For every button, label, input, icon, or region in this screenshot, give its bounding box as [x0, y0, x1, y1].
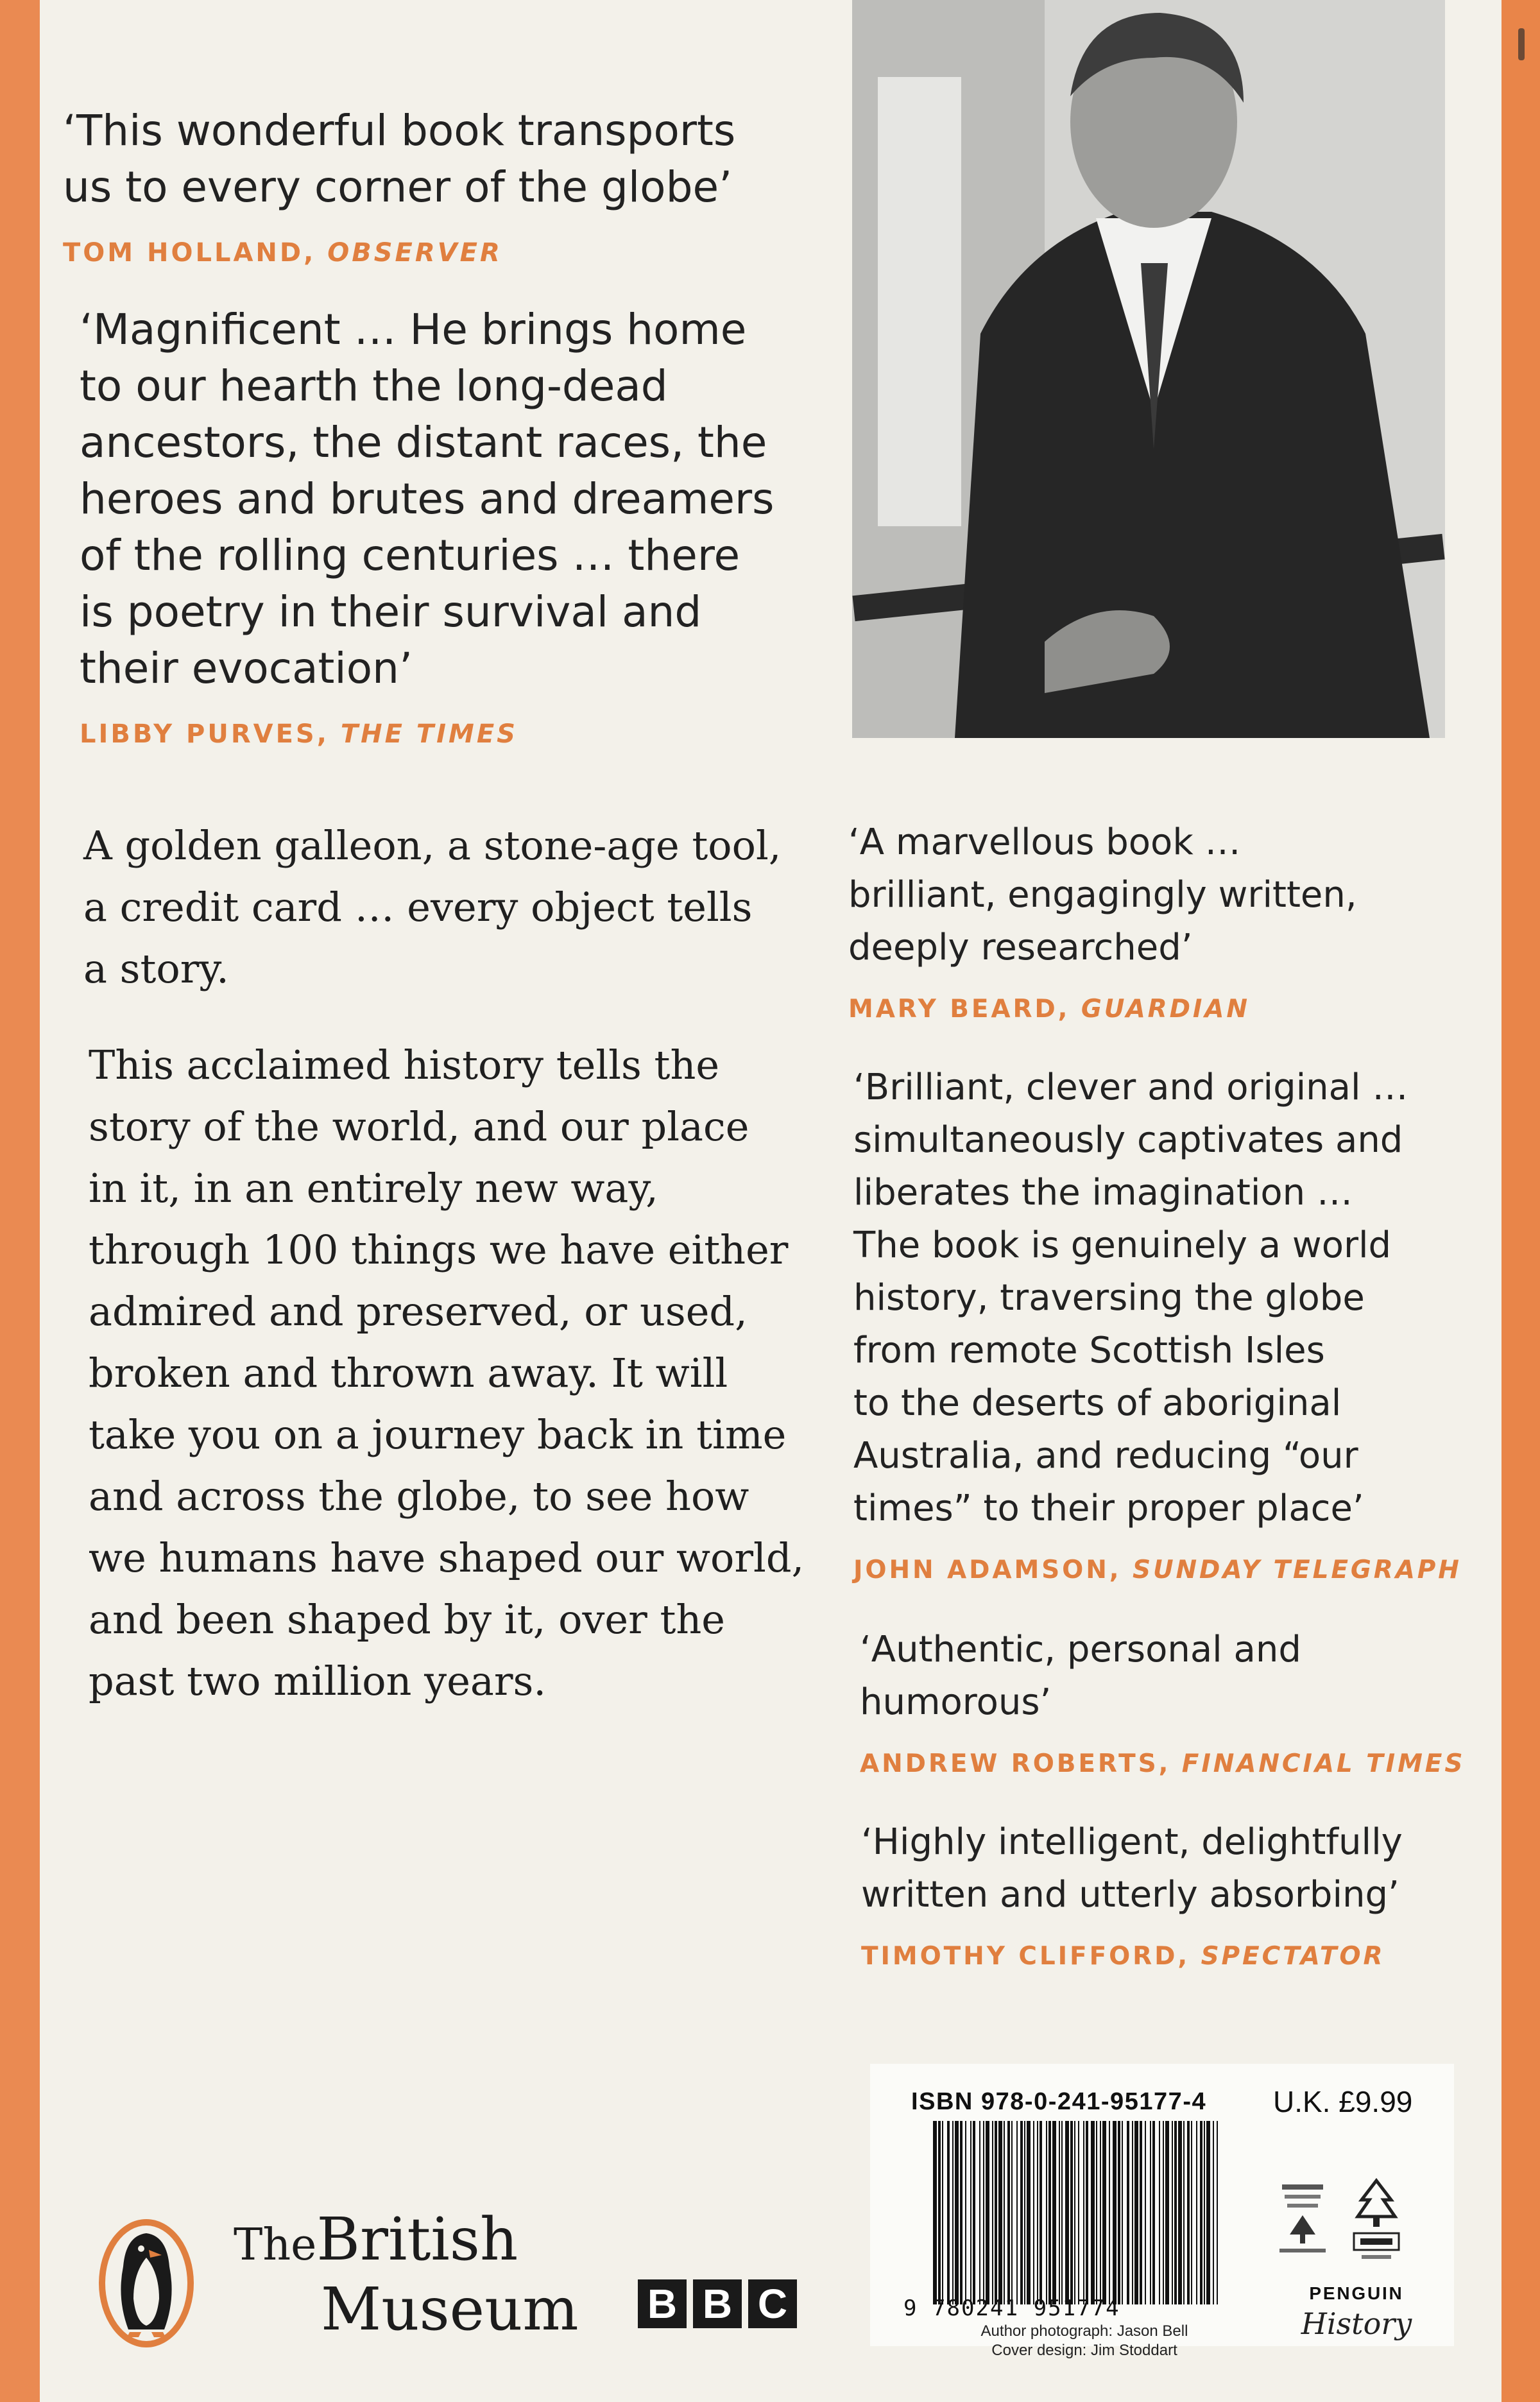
- barcode-digits: 9 780241 951774: [903, 2295, 1120, 2321]
- quote-text: ‘A marvellous book … brilliant, engagingly written, deeply researched’: [848, 821, 1357, 968]
- quote-timothy-clifford: [861, 1816, 1403, 1983]
- british-museum-logo: TheBritish Museum: [234, 2205, 579, 2344]
- blurb-main: This acclaimed history tells the story of the world, and our place in it, in an entirely new way, through 100 things we have either admired and preserved, or used, broken and thrown away. It will take you on a journey back in time and across the globe, to see how we humans have shaped our world, and been shaped by it, over the past two million years.: [89, 1042, 805, 1704]
- quote-attribution: LIBBY PURVES, THE TIMES: [80, 719, 518, 749]
- quote-text: ‘This wonderful book transports us to every corner of the globe’: [63, 106, 736, 212]
- quote-attribution: JOHN ADAMSON, SUNDAY TELEGRAPH: [853, 1556, 1462, 1584]
- penguin-logo-icon: [95, 2215, 198, 2351]
- quote-libby-purves: [80, 302, 774, 762]
- cover-credits: Author photograph: Jason Bell Cover design: Jim Stoddart: [980, 2322, 1188, 2359]
- blurb-intro: A golden galleon, a stone-age tool, a credit card … every object tells a story.: [83, 822, 782, 992]
- quote-attribution: ANDREW ROBERTS, FINANCIAL TIMES: [860, 1749, 1466, 1778]
- series-name: History: [1301, 2306, 1412, 2341]
- quote-tom-holland: [63, 103, 735, 281]
- quote-andrew-roberts: [860, 1624, 1465, 1790]
- woodland-trust-logo-icon: [1276, 2181, 1330, 2261]
- quote-attribution: TOM HOLLAND, OBSERVER: [63, 238, 502, 268]
- spine-edge: [1502, 0, 1540, 2402]
- quote-text: ‘Brilliant, clever and original … simultaneously captivates and liberates the imagination … The book is genuinely a world history, traversing the globe from remote Scottish Isles to the deserts of aboriginal Australia, and reducing “our times” to their proper place’: [853, 1067, 1408, 1529]
- quote-mary-beard: [848, 816, 1357, 1036]
- quote-text: ‘Magnificent … He brings home to our hearth the long-dead ancestors, the distant races, the heroes and brutes and dreamers of the rolling centuries … there is poetry in their survival and their evocation’: [80, 305, 774, 693]
- quote-john-adamson: [853, 1061, 1462, 1597]
- series-label: [1286, 2283, 1427, 2341]
- spine-mark: [1518, 28, 1525, 60]
- author-photo-illustration: [852, 0, 1445, 738]
- bbc-logo: B B C: [638, 2279, 797, 2328]
- quote-attribution: MARY BEARD, GUARDIAN: [848, 995, 1250, 1024]
- fsc-logo-icon: [1346, 2174, 1407, 2264]
- quote-attribution: TIMOTHY CLIFFORD, SPECTATOR: [861, 1942, 1385, 1971]
- isbn-text: ISBN 978-0-241-95177-4: [911, 2088, 1207, 2115]
- price-text: U.K. £9.99: [1273, 2085, 1413, 2118]
- barcode-icon: [932, 2121, 1219, 2304]
- quote-text: ‘Authentic, personal and humorous’: [860, 1629, 1301, 1723]
- quote-text: ‘Highly intelligent, delightfully written and utterly absorbing’: [861, 1821, 1403, 1916]
- author-photo: [852, 0, 1445, 738]
- series-publisher: PENGUIN: [1309, 2283, 1404, 2303]
